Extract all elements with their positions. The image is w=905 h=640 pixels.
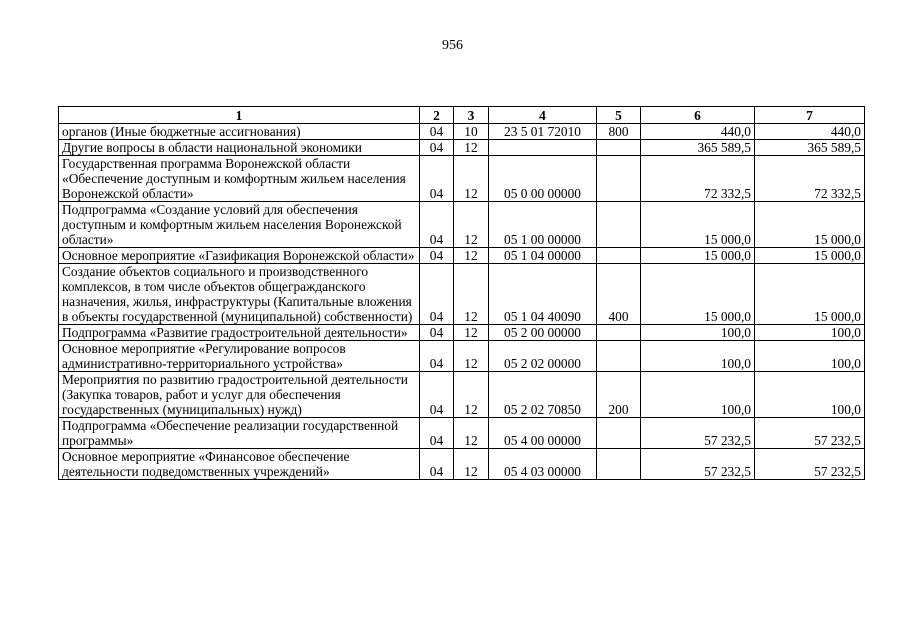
table-row [59,264,865,325]
cell-section: 04 [420,449,454,480]
cell-subsection: 12 [454,325,489,341]
cell-target-code: 05 1 04 00000 [489,248,597,264]
cell-subsection: 12 [454,418,489,449]
cell-target-code: 23 5 01 72010 [489,124,597,140]
cell-expense-type [597,202,641,248]
column-header: 7 [755,107,865,124]
cell-subsection: 12 [454,156,489,202]
cell-subsection: 12 [454,264,489,325]
cell-amount-1: 365 589,5 [641,140,755,156]
cell-name: Мероприятия по развитию градостроительной деятельности (Закупка товаров, работ и услуг для обеспечения государственных (муниципальных) нужд) [59,372,420,418]
cell-name: Подпрограмма «Развитие градостроительной деятельности» [59,325,420,341]
cell-amount-2: 15 000,0 [755,248,865,264]
cell-section: 04 [420,418,454,449]
cell-name: Создание объектов социального и производственного комплексов, в том числе объектов общегражданского назначения, жилья, инфраструктуры (Капитальные вложения в объекты государственной (муниципальной) собственности) [59,264,420,325]
table-row [59,325,865,341]
cell-target-code: 05 0 00 00000 [489,156,597,202]
cell-amount-2: 15 000,0 [755,202,865,248]
cell-section: 04 [420,264,454,325]
cell-amount-2: 100,0 [755,341,865,372]
cell-amount-1: 100,0 [641,341,755,372]
cell-amount-1: 440,0 [641,124,755,140]
cell-amount-1: 57 232,5 [641,449,755,480]
cell-target-code: 05 1 04 40090 [489,264,597,325]
cell-expense-type [597,449,641,480]
cell-name: Государственная программа Воронежской области «Обеспечение доступным и комфортным жильем населения Воронежской области» [59,156,420,202]
table-row [59,418,865,449]
cell-target-code: 05 4 00 00000 [489,418,597,449]
cell-section: 04 [420,156,454,202]
cell-expense-type: 200 [597,372,641,418]
cell-expense-type [597,418,641,449]
cell-target-code: 05 2 02 00000 [489,341,597,372]
cell-name: Подпрограмма «Обеспечение реализации государственной программы» [59,418,420,449]
cell-amount-2: 100,0 [755,325,865,341]
cell-amount-2: 57 232,5 [755,418,865,449]
cell-target-code: 05 2 02 70850 [489,372,597,418]
cell-section: 04 [420,341,454,372]
page-number: 956 [442,38,463,53]
cell-amount-2: 365 589,5 [755,140,865,156]
cell-name: органов (Иные бюджетные ассигнования) [59,124,420,140]
cell-amount-1: 100,0 [641,325,755,341]
cell-section: 04 [420,372,454,418]
cell-expense-type [597,325,641,341]
cell-expense-type: 800 [597,124,641,140]
cell-subsection: 12 [454,140,489,156]
cell-subsection: 10 [454,124,489,140]
cell-subsection: 12 [454,449,489,480]
cell-amount-2: 72 332,5 [755,156,865,202]
cell-expense-type [597,248,641,264]
table-row [59,341,865,372]
column-header: 2 [420,107,454,124]
cell-section: 04 [420,202,454,248]
table-row [59,248,865,264]
cell-subsection: 12 [454,341,489,372]
table-row [59,156,865,202]
table-row [59,372,865,418]
cell-target-code [489,140,597,156]
cell-subsection: 12 [454,248,489,264]
cell-amount-2: 15 000,0 [755,264,865,325]
cell-amount-2: 100,0 [755,372,865,418]
table-header-row [59,107,865,124]
cell-name: Основное мероприятие «Регулирование вопросов административно-территориального устройства» [59,341,420,372]
table-row [59,449,865,480]
column-header: 6 [641,107,755,124]
budget-table [58,106,865,480]
cell-name: Подпрограмма «Создание условий для обеспечения доступным и комфортным жильем населения Воронежской области» [59,202,420,248]
table-row [59,124,865,140]
cell-name: Основное мероприятие «Газификация Воронежской области» [59,248,420,264]
cell-target-code: 05 1 00 00000 [489,202,597,248]
cell-name: Другие вопросы в области национальной экономики [59,140,420,156]
cell-section: 04 [420,325,454,341]
column-header: 5 [597,107,641,124]
cell-amount-1: 15 000,0 [641,264,755,325]
column-header: 4 [489,107,597,124]
cell-amount-1: 100,0 [641,372,755,418]
cell-amount-1: 57 232,5 [641,418,755,449]
cell-amount-2: 57 232,5 [755,449,865,480]
cell-section: 04 [420,124,454,140]
table-row [59,202,865,248]
cell-expense-type [597,156,641,202]
cell-subsection: 12 [454,372,489,418]
cell-expense-type [597,341,641,372]
cell-name: Основное мероприятие «Финансовое обеспечение деятельности подведомственных учреждений» [59,449,420,480]
column-header: 3 [454,107,489,124]
cell-expense-type: 400 [597,264,641,325]
cell-amount-1: 72 332,5 [641,156,755,202]
cell-expense-type [597,140,641,156]
cell-amount-1: 15 000,0 [641,202,755,248]
cell-target-code: 05 4 03 00000 [489,449,597,480]
cell-target-code: 05 2 00 00000 [489,325,597,341]
cell-amount-1: 15 000,0 [641,248,755,264]
column-header: 1 [59,107,420,124]
table-row [59,140,865,156]
cell-subsection: 12 [454,202,489,248]
cell-amount-2: 440,0 [755,124,865,140]
cell-section: 04 [420,248,454,264]
cell-section: 04 [420,140,454,156]
